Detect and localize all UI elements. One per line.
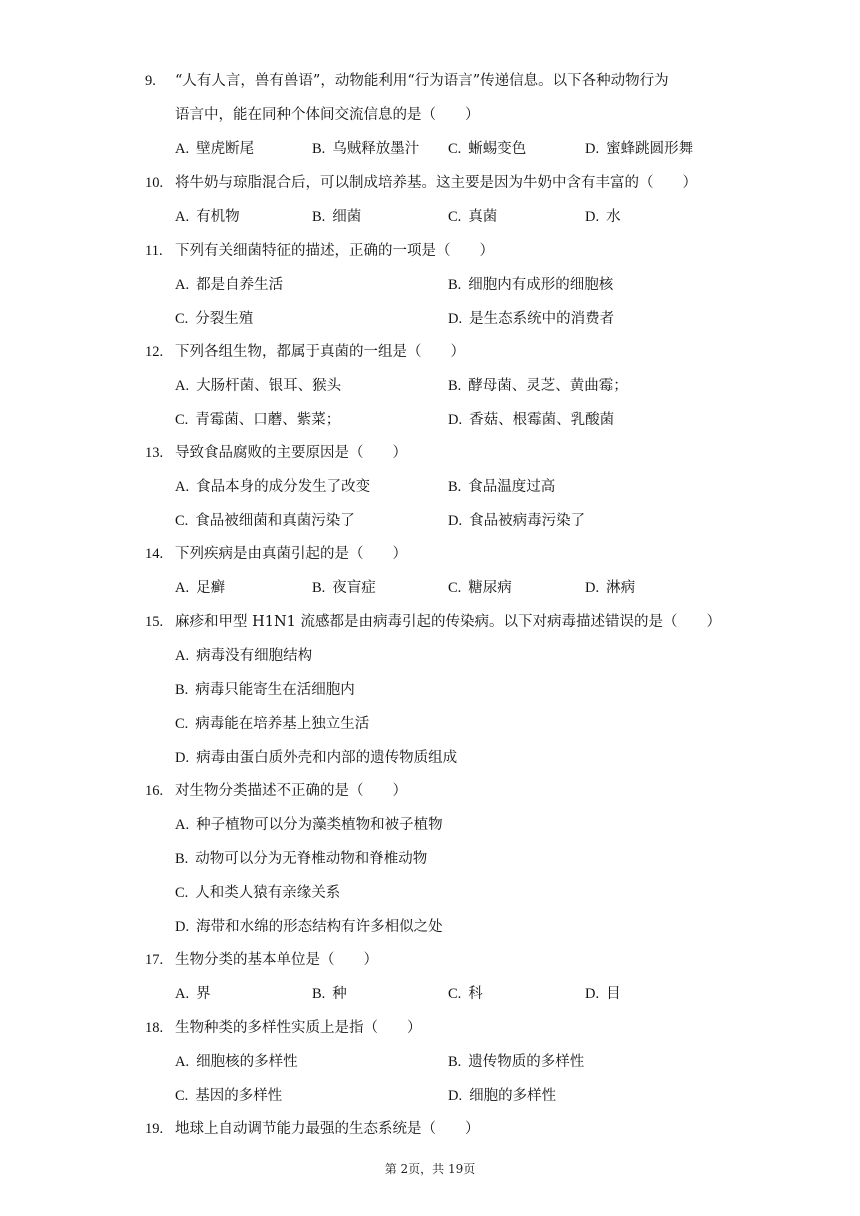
option-b: B. 种 xyxy=(312,986,347,1002)
option-c: C. 科 xyxy=(448,986,483,1002)
option-a: A. 细胞核的多样性 xyxy=(175,1054,298,1070)
question-stem: 下列有关细菌特征的描述，正确的一项是（ ） xyxy=(175,243,494,259)
option-c: C. 食品被细菌和真菌污染了 xyxy=(175,513,355,529)
option-a: A. 足癣 xyxy=(175,580,226,596)
question-18 xyxy=(145,1011,730,1113)
options xyxy=(145,808,730,944)
option-b: B. 夜盲症 xyxy=(312,580,376,596)
option-b: B. 细菌 xyxy=(312,209,362,225)
option-a: A. 食品本身的成分发生了改变 xyxy=(175,479,371,495)
question-number: 18. xyxy=(145,1020,164,1036)
question-10 xyxy=(145,166,730,234)
question-number: 14. xyxy=(145,546,164,562)
question-9 xyxy=(145,64,730,166)
question-number: 11. xyxy=(145,243,163,259)
option-c: C. 人和类人猿有亲缘关系 xyxy=(175,885,341,901)
option-a: A. 有机物 xyxy=(175,209,240,225)
option-d: D. 细胞的多样性 xyxy=(448,1088,557,1104)
question-stem: 下列各组生物，都属于真菌的一组是（ ） xyxy=(175,344,465,360)
options xyxy=(145,369,730,437)
options xyxy=(145,1045,730,1113)
option-a: A. 都是自养生活 xyxy=(175,277,284,293)
question-stem: 导致食品腐败的主要原因是（ ） xyxy=(175,445,407,461)
question-stem: “人有人言，兽有兽语”，动物能利用“行为语言”传递信息。以下各种动物行为 xyxy=(175,73,669,89)
option-a: A. 病毒没有细胞结构 xyxy=(175,648,313,664)
question-stem: 生物种类的多样性实质上是指（ ） xyxy=(175,1020,422,1036)
option-b: B. 酵母菌、灵芝、黄曲霉； xyxy=(448,378,628,394)
option-b: B. 乌贼释放墨汁 xyxy=(312,141,420,157)
option-d: D. 食品被病毒污染了 xyxy=(448,513,586,529)
option-d: D. 蜜蜂跳圆形舞 xyxy=(585,141,694,157)
option-c: C. 青霉菌、口蘑、紫菜； xyxy=(175,412,341,428)
option-b: B. 动物可以分为无脊椎动物和脊椎动物 xyxy=(175,851,428,867)
option-b: B. 遗传物质的多样性 xyxy=(448,1054,585,1070)
option-d: D. 目 xyxy=(585,986,621,1002)
options xyxy=(145,639,730,775)
option-c: C. 蜥蜴变色 xyxy=(448,141,527,157)
question-number: 9. xyxy=(145,73,156,89)
question-stem: 对生物分类描述不正确的是（ ） xyxy=(175,783,407,799)
question-stem: 地球上自动调节能力最强的生态系统是（ ） xyxy=(175,1121,480,1137)
options xyxy=(145,268,730,336)
option-c: C. 糖尿病 xyxy=(448,580,512,596)
page-footer: 第 2页，共 19页 xyxy=(384,1162,476,1176)
option-c: C. 真菌 xyxy=(448,209,498,225)
question-17 xyxy=(145,943,730,1011)
question-stem: 下列疾病是由真菌引起的是（ ） xyxy=(175,546,407,562)
option-d: D. 水 xyxy=(585,209,621,225)
question-number: 16. xyxy=(145,783,164,799)
question-number: 15. xyxy=(145,614,164,630)
options xyxy=(145,132,730,166)
option-a: A. 大肠杆菌、银耳、猴头 xyxy=(175,378,342,394)
question-15 xyxy=(145,605,730,775)
option-a: A. 壁虎断尾 xyxy=(175,141,255,157)
option-c: C. 病毒能在培养基上独立生活 xyxy=(175,716,370,732)
option-c: C. 分裂生殖 xyxy=(175,311,254,327)
question-number: 12. xyxy=(145,344,164,360)
option-b: B. 病毒只能寄生在活细胞内 xyxy=(175,682,355,698)
question-14 xyxy=(145,537,730,605)
options xyxy=(145,470,730,538)
question-12 xyxy=(145,335,730,437)
options xyxy=(145,571,730,605)
question-number: 19. xyxy=(145,1121,164,1137)
option-b: B. 食品温度过高 xyxy=(448,479,556,495)
option-d: D. 海带和水绵的形态结构有许多相似之处 xyxy=(175,919,443,935)
question-16 xyxy=(145,774,730,944)
question-number: 10. xyxy=(145,175,164,191)
question-19 xyxy=(145,1112,730,1146)
question-number: 13. xyxy=(145,445,164,461)
question-stem-continued: 语言中，能在同种个体间交流信息的是（ ） xyxy=(175,107,480,123)
option-b: B. 细胞内有成形的细胞核 xyxy=(448,277,614,293)
option-d: D. 香菇、根霉菌、乳酸菌 xyxy=(448,412,615,428)
question-13 xyxy=(145,436,730,538)
option-d: D. 淋病 xyxy=(585,580,636,596)
option-c: C. 基因的多样性 xyxy=(175,1088,283,1104)
option-a: A. 界 xyxy=(175,986,211,1002)
options xyxy=(145,977,730,1011)
question-stem: 将牛奶与琼脂混合后，可以制成培养基。这主要是因为牛奶中含有丰富的（ ） xyxy=(175,175,697,191)
question-stem: 麻疹和甲型 H1N1 流感都是由病毒引起的传染病。以下对病毒描述错误的是（ ） xyxy=(175,614,721,630)
options xyxy=(145,200,730,234)
option-d: D. 是生态系统中的消费者 xyxy=(448,311,615,327)
question-stem: 生物分类的基本单位是（ ） xyxy=(175,952,378,968)
option-a: A. 种子植物可以分为藻类植物和被子植物 xyxy=(175,817,443,833)
question-11 xyxy=(145,234,730,336)
option-d: D. 病毒由蛋白质外壳和内部的遗传物质组成 xyxy=(175,750,458,766)
question-number: 17. xyxy=(145,952,164,968)
